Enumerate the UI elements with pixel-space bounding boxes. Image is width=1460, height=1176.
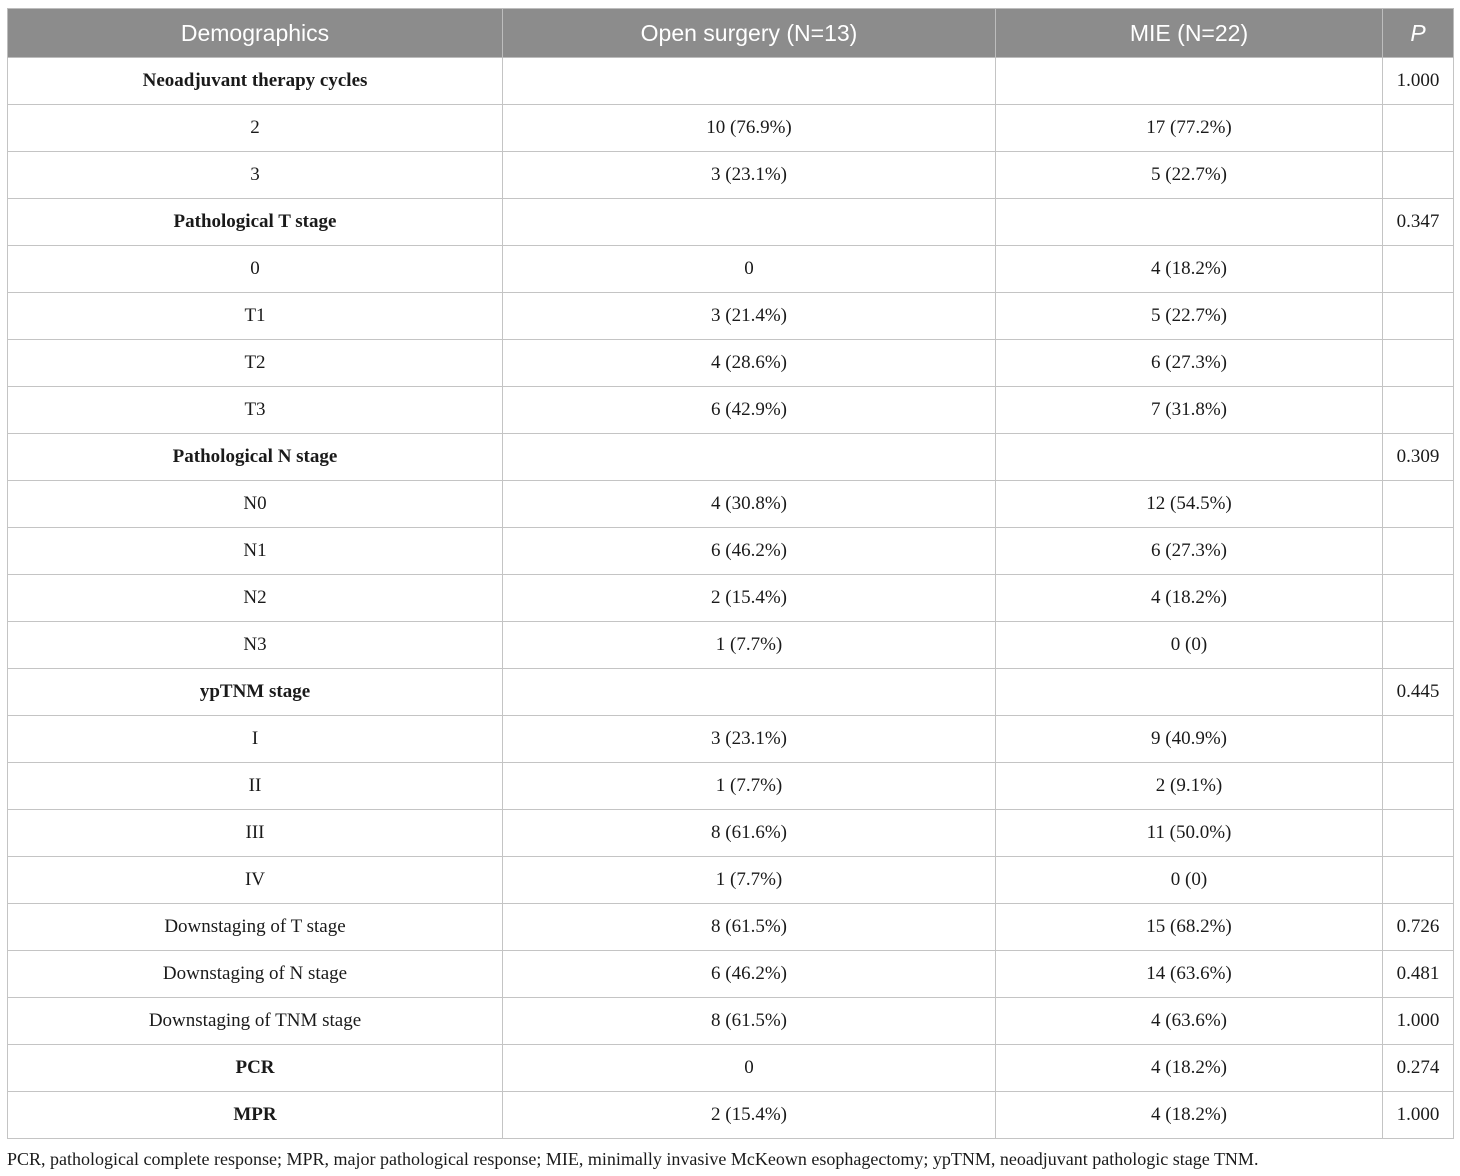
open-surgery-cell: 1 (7.7%) xyxy=(503,622,996,669)
results-table xyxy=(7,8,1454,1139)
p-value-cell xyxy=(1383,340,1454,387)
table-row xyxy=(8,1092,1454,1139)
open-surgery-cell: 1 (7.7%) xyxy=(503,763,996,810)
table-row xyxy=(8,575,1454,622)
mie-cell: 11 (50.0%) xyxy=(996,810,1383,857)
table-row xyxy=(8,58,1454,105)
p-value-cell xyxy=(1383,810,1454,857)
table-row xyxy=(8,904,1454,951)
p-value-cell: 1.000 xyxy=(1383,998,1454,1045)
row-label-cell: ypTNM stage xyxy=(8,669,503,716)
row-label-cell: Pathological T stage xyxy=(8,199,503,246)
mie-cell: 4 (63.6%) xyxy=(996,998,1383,1045)
mie-cell: 12 (54.5%) xyxy=(996,481,1383,528)
row-label-cell: T1 xyxy=(8,293,503,340)
table-header-row xyxy=(8,9,1454,58)
table-row xyxy=(8,951,1454,998)
p-value-cell: 0.347 xyxy=(1383,199,1454,246)
row-label-cell: 3 xyxy=(8,152,503,199)
mie-cell: 6 (27.3%) xyxy=(996,340,1383,387)
row-label-cell: Neoadjuvant therapy cycles xyxy=(8,58,503,105)
open-surgery-cell xyxy=(503,434,996,481)
open-surgery-cell: 10 (76.9%) xyxy=(503,105,996,152)
table-footnote: PCR, pathological complete response; MPR, major pathological response; MIE, minimally invasive McKeown esophagectomy; ypTNM, neoadjuvant pathologic stage TNM. xyxy=(7,1149,1259,1169)
open-surgery-cell: 2 (15.4%) xyxy=(503,575,996,622)
row-label-cell: T2 xyxy=(8,340,503,387)
open-surgery-cell: 3 (23.1%) xyxy=(503,716,996,763)
table-row xyxy=(8,293,1454,340)
table-row xyxy=(8,528,1454,575)
open-surgery-cell: 6 (42.9%) xyxy=(503,387,996,434)
table-row xyxy=(8,434,1454,481)
p-value-cell xyxy=(1383,293,1454,340)
table-row xyxy=(8,340,1454,387)
row-label-cell: III xyxy=(8,810,503,857)
row-label-cell: Downstaging of T stage xyxy=(8,904,503,951)
row-label-cell: 0 xyxy=(8,246,503,293)
p-value-cell: 1.000 xyxy=(1383,58,1454,105)
p-value-cell xyxy=(1383,763,1454,810)
table-body xyxy=(8,58,1454,1139)
open-surgery-cell: 8 (61.5%) xyxy=(503,904,996,951)
mie-cell xyxy=(996,669,1383,716)
mie-cell: 14 (63.6%) xyxy=(996,951,1383,998)
row-label-cell: N3 xyxy=(8,622,503,669)
open-surgery-cell: 6 (46.2%) xyxy=(503,951,996,998)
p-value-cell xyxy=(1383,528,1454,575)
row-label-cell: Downstaging of N stage xyxy=(8,951,503,998)
open-surgery-cell xyxy=(503,669,996,716)
mie-cell xyxy=(996,199,1383,246)
header-open-surgery: Open surgery (N=13) xyxy=(503,9,996,58)
row-label-cell: N1 xyxy=(8,528,503,575)
row-label-cell: 2 xyxy=(8,105,503,152)
open-surgery-cell: 4 (28.6%) xyxy=(503,340,996,387)
row-label-cell: N2 xyxy=(8,575,503,622)
mie-cell: 0 (0) xyxy=(996,857,1383,904)
open-surgery-cell: 0 xyxy=(503,246,996,293)
table-row xyxy=(8,622,1454,669)
p-value-cell xyxy=(1383,105,1454,152)
table-row xyxy=(8,246,1454,293)
mie-cell: 15 (68.2%) xyxy=(996,904,1383,951)
mie-cell: 4 (18.2%) xyxy=(996,1045,1383,1092)
open-surgery-cell xyxy=(503,199,996,246)
p-value-cell xyxy=(1383,152,1454,199)
mie-cell: 6 (27.3%) xyxy=(996,528,1383,575)
p-value-cell xyxy=(1383,481,1454,528)
table-row xyxy=(8,152,1454,199)
row-label-cell: II xyxy=(8,763,503,810)
p-value-cell xyxy=(1383,622,1454,669)
mie-cell: 5 (22.7%) xyxy=(996,293,1383,340)
p-value-cell xyxy=(1383,857,1454,904)
open-surgery-cell: 4 (30.8%) xyxy=(503,481,996,528)
table-row xyxy=(8,1045,1454,1092)
p-value-cell: 0.274 xyxy=(1383,1045,1454,1092)
table-row xyxy=(8,998,1454,1045)
table-row xyxy=(8,481,1454,528)
open-surgery-cell: 3 (23.1%) xyxy=(503,152,996,199)
p-value-cell: 1.000 xyxy=(1383,1092,1454,1139)
row-label-cell: MPR xyxy=(8,1092,503,1139)
row-label-cell: T3 xyxy=(8,387,503,434)
mie-cell: 17 (77.2%) xyxy=(996,105,1383,152)
open-surgery-cell: 8 (61.6%) xyxy=(503,810,996,857)
mie-cell: 4 (18.2%) xyxy=(996,1092,1383,1139)
open-surgery-cell: 6 (46.2%) xyxy=(503,528,996,575)
mie-cell xyxy=(996,58,1383,105)
p-value-cell: 0.309 xyxy=(1383,434,1454,481)
results-table-container xyxy=(7,8,1453,1139)
open-surgery-cell: 3 (21.4%) xyxy=(503,293,996,340)
p-value-cell xyxy=(1383,246,1454,293)
row-label-cell: N0 xyxy=(8,481,503,528)
mie-cell: 4 (18.2%) xyxy=(996,246,1383,293)
table-row xyxy=(8,199,1454,246)
table-row xyxy=(8,857,1454,904)
table-row xyxy=(8,763,1454,810)
row-label-cell: Downstaging of TNM stage xyxy=(8,998,503,1045)
p-value-cell: 0.445 xyxy=(1383,669,1454,716)
p-value-cell: 0.481 xyxy=(1383,951,1454,998)
open-surgery-cell: 0 xyxy=(503,1045,996,1092)
p-value-cell: 0.726 xyxy=(1383,904,1454,951)
mie-cell: 9 (40.9%) xyxy=(996,716,1383,763)
table-row xyxy=(8,716,1454,763)
open-surgery-cell: 2 (15.4%) xyxy=(503,1092,996,1139)
mie-cell: 0 (0) xyxy=(996,622,1383,669)
row-label-cell: PCR xyxy=(8,1045,503,1092)
mie-cell: 7 (31.8%) xyxy=(996,387,1383,434)
p-value-cell xyxy=(1383,716,1454,763)
row-label-cell: IV xyxy=(8,857,503,904)
open-surgery-cell: 1 (7.7%) xyxy=(503,857,996,904)
header-demographics: Demographics xyxy=(8,9,503,58)
row-label-cell: Pathological N stage xyxy=(8,434,503,481)
table-row xyxy=(8,669,1454,716)
table-row xyxy=(8,387,1454,434)
open-surgery-cell xyxy=(503,58,996,105)
table-row xyxy=(8,105,1454,152)
table-row xyxy=(8,810,1454,857)
row-label-cell: I xyxy=(8,716,503,763)
mie-cell: 4 (18.2%) xyxy=(996,575,1383,622)
open-surgery-cell: 8 (61.5%) xyxy=(503,998,996,1045)
header-mie: MIE (N=22) xyxy=(996,9,1383,58)
mie-cell xyxy=(996,434,1383,481)
p-value-cell xyxy=(1383,575,1454,622)
header-p-value: P xyxy=(1383,9,1454,58)
mie-cell: 2 (9.1%) xyxy=(996,763,1383,810)
mie-cell: 5 (22.7%) xyxy=(996,152,1383,199)
p-value-cell xyxy=(1383,387,1454,434)
